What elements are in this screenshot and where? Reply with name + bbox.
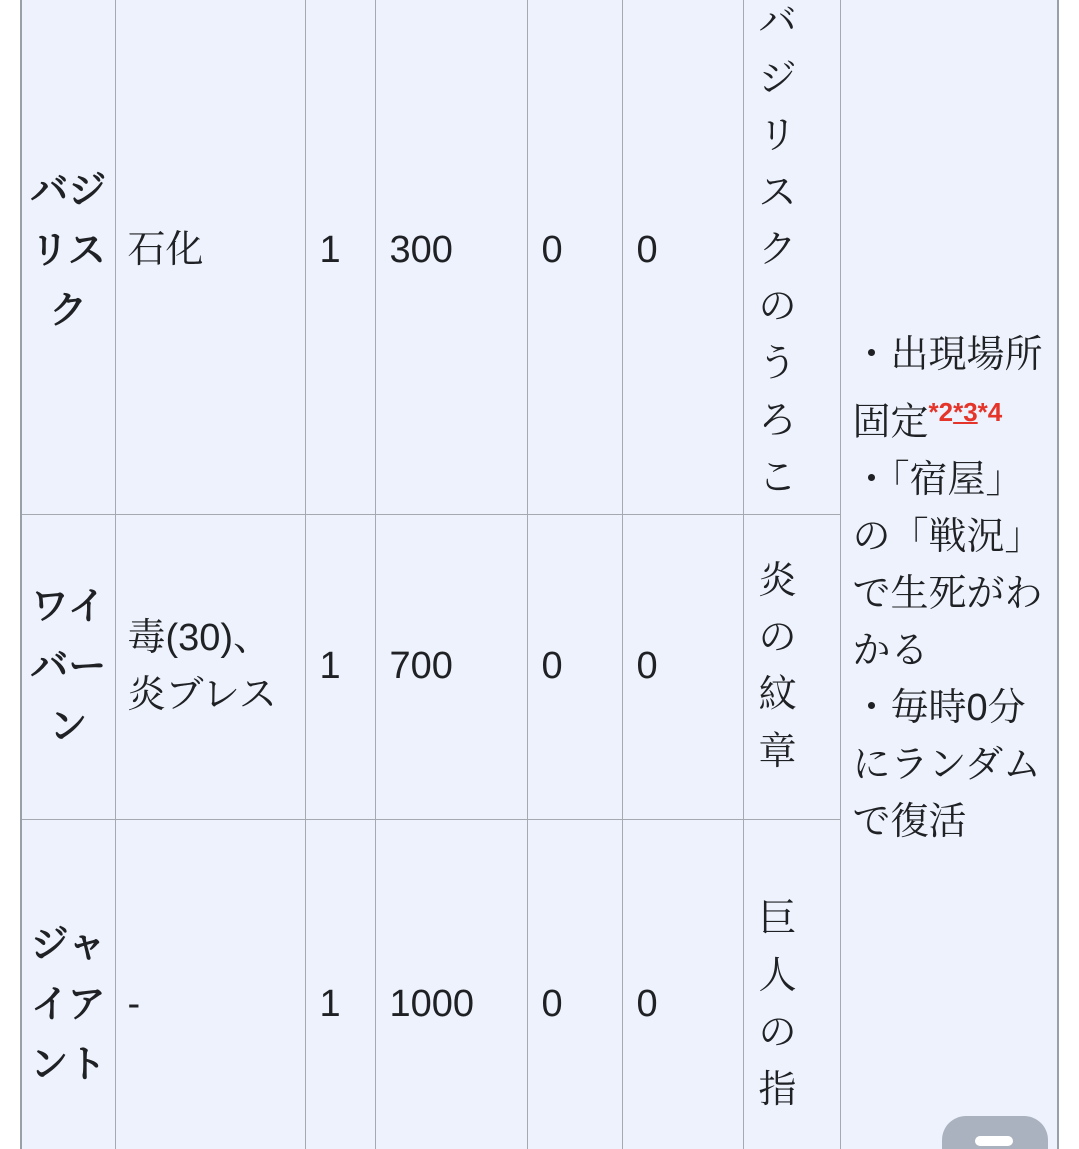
note-line: ・「宿屋」の「戦況」で生死がわかる — [852, 458, 1043, 672]
stat-value-cell: 700 — [375, 514, 527, 819]
stat-value-cell: 1000 — [375, 819, 527, 1149]
attack-cell: 毒(30)、炎ブレス — [115, 514, 305, 819]
footnote-link[interactable]: *2 — [928, 397, 954, 428]
drop-item-cell: バジリスクのうろこ — [743, 0, 840, 514]
stat-value-cell: 1 — [305, 0, 375, 514]
stat-value-cell: 1 — [305, 819, 375, 1149]
stat-value-cell: 0 — [527, 819, 622, 1149]
drop-item-cell: 巨人の指 — [743, 819, 840, 1149]
footnote-link[interactable]: *4 — [977, 397, 1003, 428]
notes-cell — [840, 0, 1058, 1149]
stat-value-cell: 0 — [622, 819, 743, 1149]
collapse-button[interactable] — [942, 1116, 1048, 1149]
stat-value-cell: 0 — [527, 514, 622, 819]
stat-value-cell: 0 — [527, 0, 622, 514]
table-row — [21, 0, 1058, 514]
monster-name-cell: ワイバーン — [21, 514, 115, 819]
monster-name-cell: ジャイアント — [21, 819, 115, 1149]
stat-value-cell: 0 — [622, 514, 743, 819]
minus-icon — [975, 1136, 1013, 1146]
monster-table — [20, 0, 1059, 1149]
footnote-link[interactable]: *3 — [953, 397, 978, 428]
attack-cell: - — [115, 819, 305, 1149]
stat-value-cell: 0 — [622, 0, 743, 514]
stat-value-cell: 1 — [305, 514, 375, 819]
drop-item-cell: 炎の紋章 — [743, 514, 840, 819]
monster-name-cell: バジリスク — [21, 0, 115, 514]
note-line: ・出現場所固定$^{*2*3*4}$ — [852, 334, 1043, 444]
note-line: ・毎時0分にランダムで復活 — [852, 686, 1041, 843]
monster-table-body — [21, 0, 1058, 1149]
stat-value-cell: 300 — [375, 0, 527, 514]
attack-cell: 石化 — [115, 0, 305, 514]
